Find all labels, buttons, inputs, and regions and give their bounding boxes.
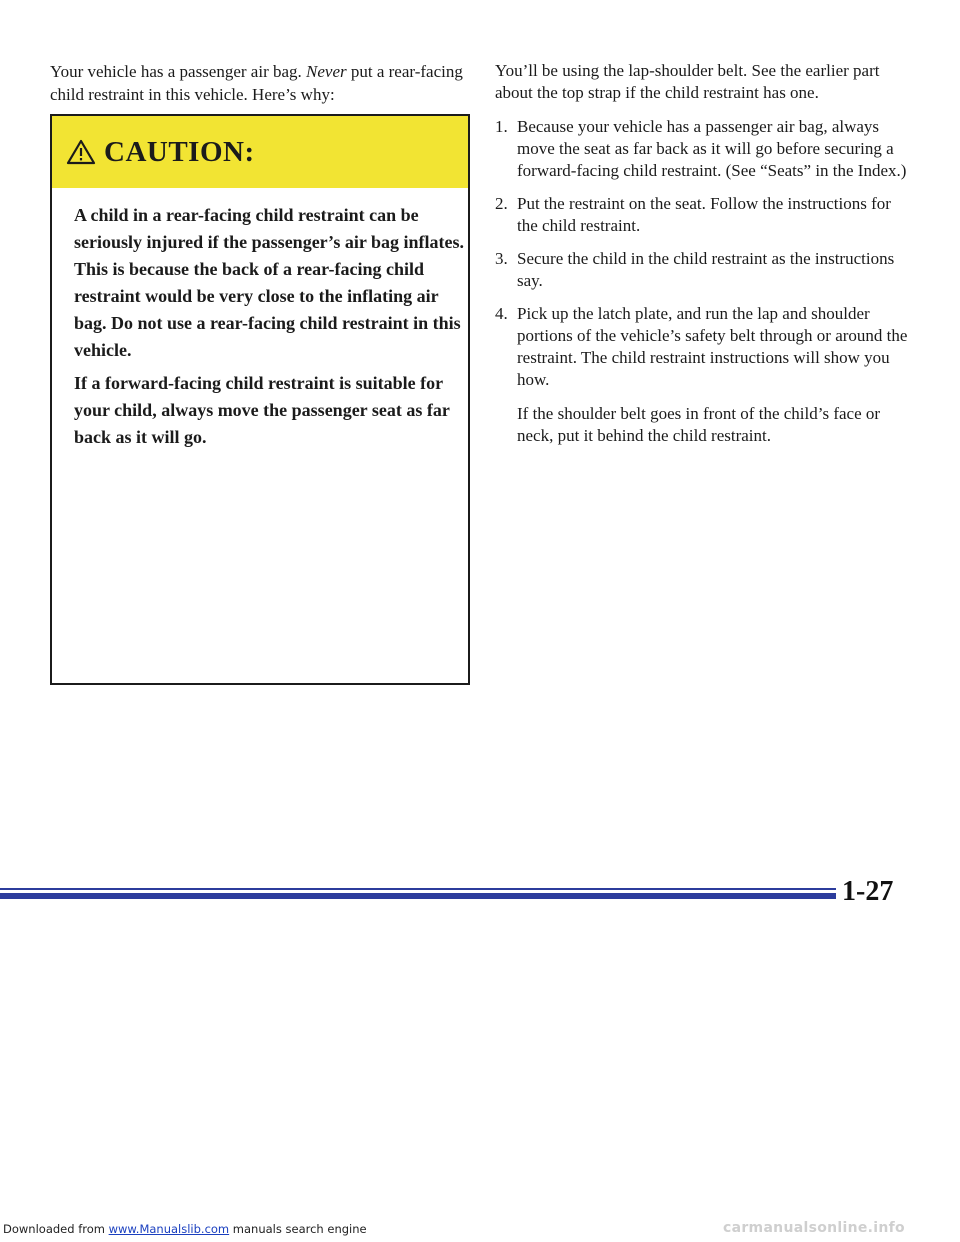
intro-text-before: Your vehicle has a passenger air bag. bbox=[50, 62, 307, 81]
footer-rule-thin bbox=[0, 888, 836, 890]
watermark-prefix: Downloaded from bbox=[3, 1222, 109, 1236]
step-note: If the shoulder belt goes in front of the child’s face or neck, put it behind the child restraint. bbox=[517, 404, 881, 445]
list-item bbox=[495, 116, 915, 182]
step-text: Pick up the latch plate, and run the lap and shoulder portions of the vehicle’s safety belt through or around the restraint. The child restraint instructions will show you how. bbox=[517, 304, 908, 389]
manualslib-link[interactable]: www.Manualslib.com bbox=[108, 1222, 230, 1236]
instructions-column bbox=[495, 60, 915, 458]
list-item bbox=[495, 193, 915, 237]
intro-paragraph bbox=[50, 60, 470, 106]
caution-paragraph-1: A child in a rear-facing child restraint can be seriously injured if the passenger’s air bag inflates. This is because the back of a rear-facing child restraint would be very close to the inflating air bag. Do not use a rear-facing child restraint in this vehicle. bbox=[74, 205, 464, 360]
caution-box bbox=[50, 114, 470, 685]
footer-rule-thick bbox=[0, 893, 836, 899]
step-number: 3. bbox=[495, 249, 508, 268]
site-watermark: carmanualsonline.info bbox=[723, 1220, 905, 1236]
intro-text-after: put a rear-facing child restraint in this vehicle. Here’s why: bbox=[50, 62, 463, 104]
list-item bbox=[495, 303, 915, 447]
step-number: 2. bbox=[495, 194, 508, 213]
step-number: 1. bbox=[495, 117, 508, 136]
caution-paragraph-2: If a forward-facing child restraint is suitable for your child, always move the passenger seat as far back as it will go. bbox=[74, 373, 450, 447]
footer-rule bbox=[0, 888, 836, 902]
page-number: 1-27 bbox=[842, 876, 894, 907]
caution-title: CAUTION: bbox=[104, 135, 255, 168]
download-watermark bbox=[3, 1222, 367, 1236]
step-text: Put the restraint on the seat. Follow the instructions for the child restraint. bbox=[517, 194, 891, 235]
intro-emphasis: Never bbox=[306, 62, 347, 81]
caution-header bbox=[52, 116, 468, 188]
watermark-suffix: manuals search engine bbox=[229, 1222, 367, 1236]
steps-list bbox=[495, 116, 915, 447]
step-text: Because your vehicle has a passenger air bag, always move the seat as far back as it will go before securing a forward-facing child restraint. (See “Seats” in the Index.) bbox=[517, 117, 907, 180]
warning-triangle-icon bbox=[66, 139, 96, 165]
list-item bbox=[495, 248, 915, 292]
caution-body bbox=[74, 202, 466, 457]
step-number: 4. bbox=[495, 304, 508, 323]
step-text: Secure the child in the child restraint as the instructions say. bbox=[517, 249, 895, 290]
instructions-lead: You’ll be using the lap-shoulder belt. See the earlier part about the top strap if the child restraint has one. bbox=[495, 61, 880, 102]
